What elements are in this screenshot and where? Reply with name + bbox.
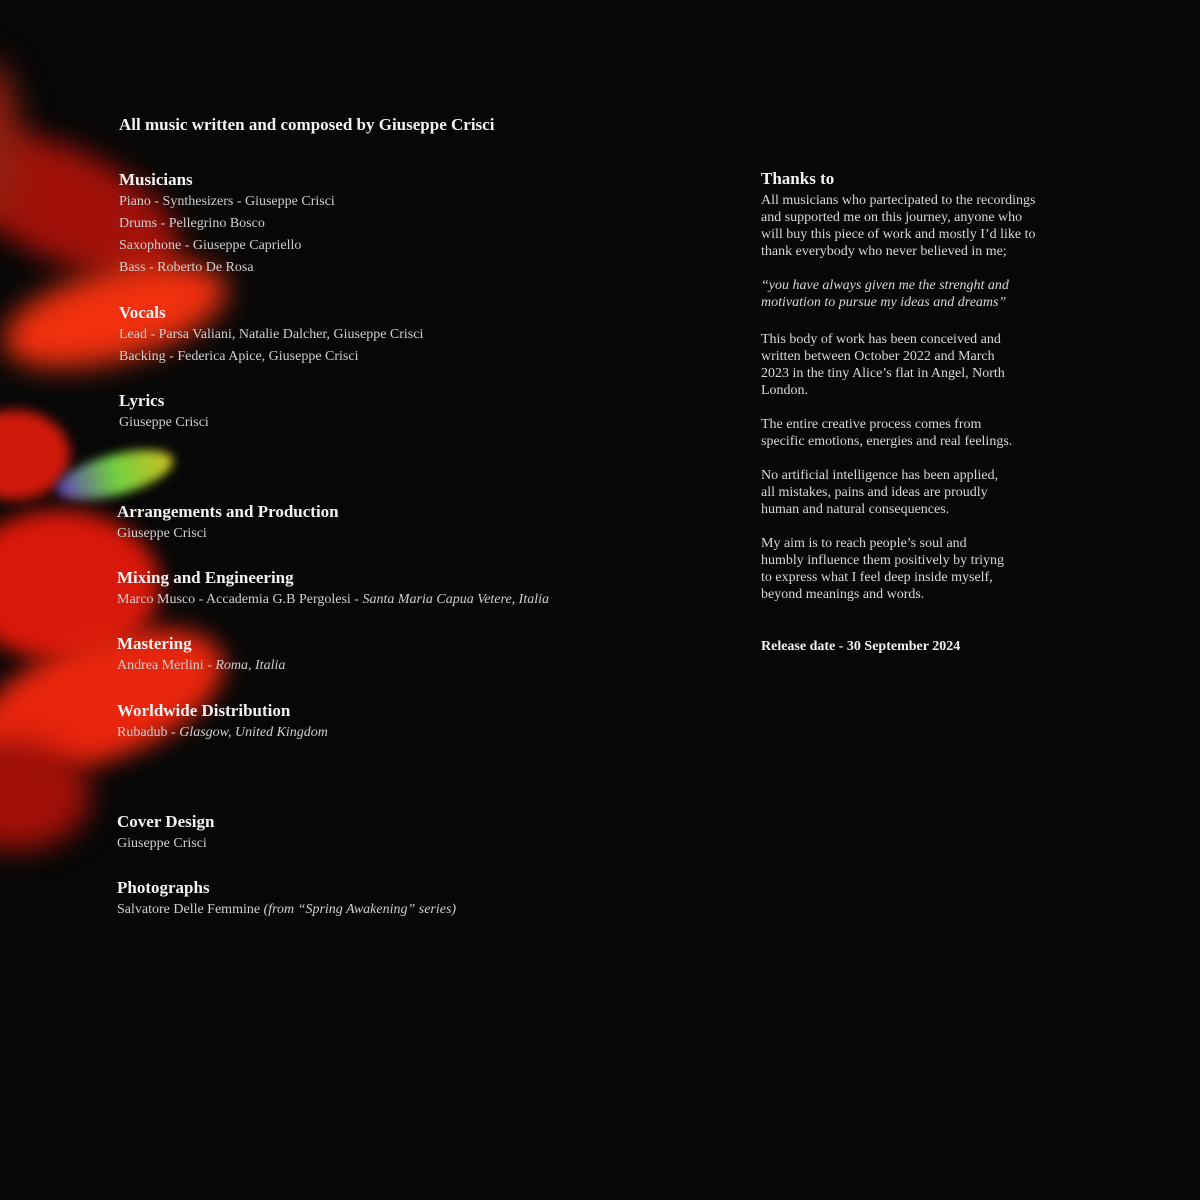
release-date: Release date - 30 September 2024 bbox=[761, 639, 961, 654]
section-heading: Mixing and Engineering bbox=[117, 568, 294, 587]
text-line: beyond meanings and words. bbox=[761, 587, 925, 602]
credit-line: Piano - Synthesizers - Giuseppe Crisci bbox=[119, 194, 335, 209]
text-line: specific emotions, energies and real feelings. bbox=[761, 434, 1013, 449]
vocals-section bbox=[119, 302, 423, 368]
credit-line: Drums - Pellegrino Bosco bbox=[119, 216, 265, 231]
paragraph-process bbox=[761, 416, 1036, 450]
credit-line bbox=[117, 655, 285, 677]
cover-section bbox=[117, 811, 214, 855]
credit-line bbox=[117, 589, 549, 611]
section-heading: Cover Design bbox=[117, 812, 215, 831]
section-heading: Arrangements and Production bbox=[117, 502, 339, 521]
mixing-section bbox=[117, 567, 549, 611]
credit-name: Salvatore Delle Femmine bbox=[117, 902, 264, 917]
text-line: written between October 2022 and March bbox=[761, 349, 995, 364]
distribution-section bbox=[117, 700, 328, 744]
text-line: motivation to pursue my ideas and dreams” bbox=[761, 295, 1007, 310]
credit-line: Bass - Roberto De Rosa bbox=[119, 260, 254, 275]
credit-line: Backing - Federica Apice, Giuseppe Crisci bbox=[119, 349, 359, 364]
text-line: The entire creative process comes from bbox=[761, 417, 982, 432]
paragraph-aim bbox=[761, 535, 1036, 603]
text-line: human and natural consequences. bbox=[761, 502, 950, 517]
text-line: thank everybody who never believed in me; bbox=[761, 244, 1007, 259]
section-heading: Vocals bbox=[119, 303, 166, 322]
text-line: All musicians who partecipated to the recordings bbox=[761, 193, 1036, 208]
credit-line: Saxophone - Giuseppe Capriello bbox=[119, 238, 302, 253]
thanks-section bbox=[761, 168, 1036, 603]
text-line: all mistakes, pains and ideas are proudly bbox=[761, 485, 988, 500]
text-line: London. bbox=[761, 383, 809, 398]
credit-name: Andrea Merlini - bbox=[117, 658, 216, 673]
photographs-section bbox=[117, 877, 456, 921]
section-heading: Lyrics bbox=[119, 391, 165, 410]
section-heading: Worldwide Distribution bbox=[117, 701, 291, 720]
credit-line bbox=[117, 899, 456, 921]
text-line: and supported me on this journey, anyone who bbox=[761, 210, 1023, 225]
credit-line: Lead - Parsa Valiani, Natalie Dalcher, Giuseppe Crisci bbox=[119, 327, 424, 342]
section-heading: Thanks to bbox=[761, 169, 835, 188]
text-line: “you have always given me the strenght and bbox=[761, 278, 1009, 293]
text-line: to express what I feel deep inside myself, bbox=[761, 570, 993, 585]
paragraph-conception bbox=[761, 331, 1036, 399]
credit-name: Rubadub - bbox=[117, 725, 180, 740]
text-line: This body of work has been conceived and bbox=[761, 332, 1001, 347]
thanks-paragraph bbox=[761, 192, 1036, 260]
credit-line: Giuseppe Crisci bbox=[117, 836, 207, 851]
credit-place: Santa Maria Capua Vetere, Italia bbox=[362, 592, 549, 607]
composer-credit: All music written and composed by Giuseppe Crisci bbox=[119, 115, 495, 134]
lyrics-section bbox=[119, 390, 209, 434]
credit-line: Giuseppe Crisci bbox=[117, 526, 207, 541]
paragraph-no-ai bbox=[761, 467, 1036, 518]
text-line: My aim is to reach people’s soul and bbox=[761, 536, 967, 551]
musicians-section bbox=[119, 169, 335, 279]
credit-place: Roma, Italia bbox=[215, 658, 286, 673]
text-line: No artificial intelligence has been applied, bbox=[761, 468, 999, 483]
text-line: 2023 in the tiny Alice’s flat in Angel, North bbox=[761, 366, 1005, 381]
credit-note: (from “Spring Awakening” series) bbox=[263, 902, 457, 917]
credit-name: Marco Musco - Accademia G.B Pergolesi - bbox=[117, 592, 363, 607]
section-heading: Musicians bbox=[119, 170, 193, 189]
quote bbox=[761, 277, 1036, 311]
credit-line bbox=[117, 722, 328, 744]
section-heading: Photographs bbox=[117, 878, 210, 897]
mastering-section bbox=[117, 633, 285, 677]
text-line: humbly influence them positively by triyng bbox=[761, 553, 1005, 568]
text-line: will buy this piece of work and mostly I’d like to bbox=[761, 227, 1036, 242]
section-heading: Mastering bbox=[117, 634, 192, 653]
arrangements-section bbox=[117, 501, 339, 545]
credit-line: Giuseppe Crisci bbox=[119, 415, 209, 430]
credit-place: Glasgow, United Kingdom bbox=[179, 725, 328, 740]
